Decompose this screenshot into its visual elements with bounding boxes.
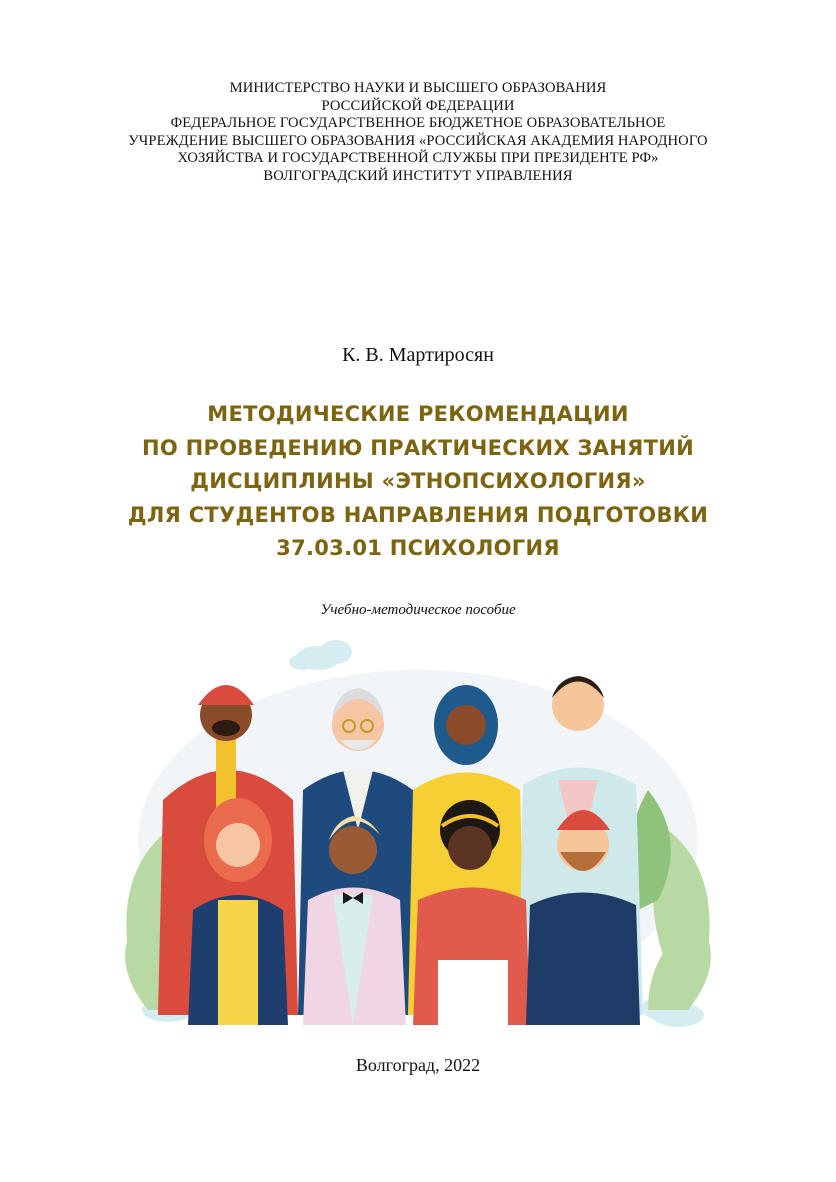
- header-line: ФЕДЕРАЛЬНОЕ ГОСУДАРСТВЕННОЕ БЮДЖЕТНОЕ ОБРАЗОВАТЕЛЬНОЕ: [170, 115, 666, 132]
- title-line: ДИСЦИПЛИНЫ «ЭТНОПСИХОЛОГИЯ»: [190, 469, 646, 493]
- header-line: МИНИСТЕРСТВО НАУКИ И ВЫСШЕГО ОБРАЗОВАНИЯ: [229, 80, 607, 96]
- header-line: УЧРЕЖДЕНИЕ ВЫСШЕГО ОБРАЗОВАНИЯ «РОССИЙСКАЯ АКАДЕМИЯ НАРОДНОГО: [128, 132, 708, 149]
- diverse-people-illustration: [108, 630, 728, 1030]
- header-line: ХОЗЯЙСТВА И ГОСУДАРСТВЕННОЙ СЛУЖБЫ ПРИ ПРЕЗИДЕНТЕ РФ»: [177, 150, 659, 167]
- institution-header: [0, 80, 836, 186]
- title-line: ПО ПРОВЕДЕНИЮ ПРАКТИЧЕСКИХ ЗАНЯТИЙ: [142, 435, 694, 460]
- title-line: 37.03.01 ПСИХОЛОГИЯ: [276, 536, 560, 560]
- title-line: МЕТОДИЧЕСКИЕ РЕКОМЕНДАЦИИ: [207, 402, 629, 426]
- title-line: ДЛЯ СТУДЕНТОВ НАПРАВЛЕНИЯ ПОДГОТОВКИ: [127, 502, 709, 527]
- header-line: ВОЛГОГРАДСКИЙ ИНСТИТУТ УПРАВЛЕНИЯ: [263, 167, 573, 184]
- author-name: К. В. Мартиросян: [342, 344, 494, 366]
- document-title: [0, 398, 836, 566]
- document-type: Учебно-методическое пособие: [320, 602, 516, 618]
- place-year: Волгоград, 2022: [355, 1055, 481, 1075]
- header-line: РОССИЙСКОЙ ФЕДЕРАЦИИ: [321, 97, 515, 114]
